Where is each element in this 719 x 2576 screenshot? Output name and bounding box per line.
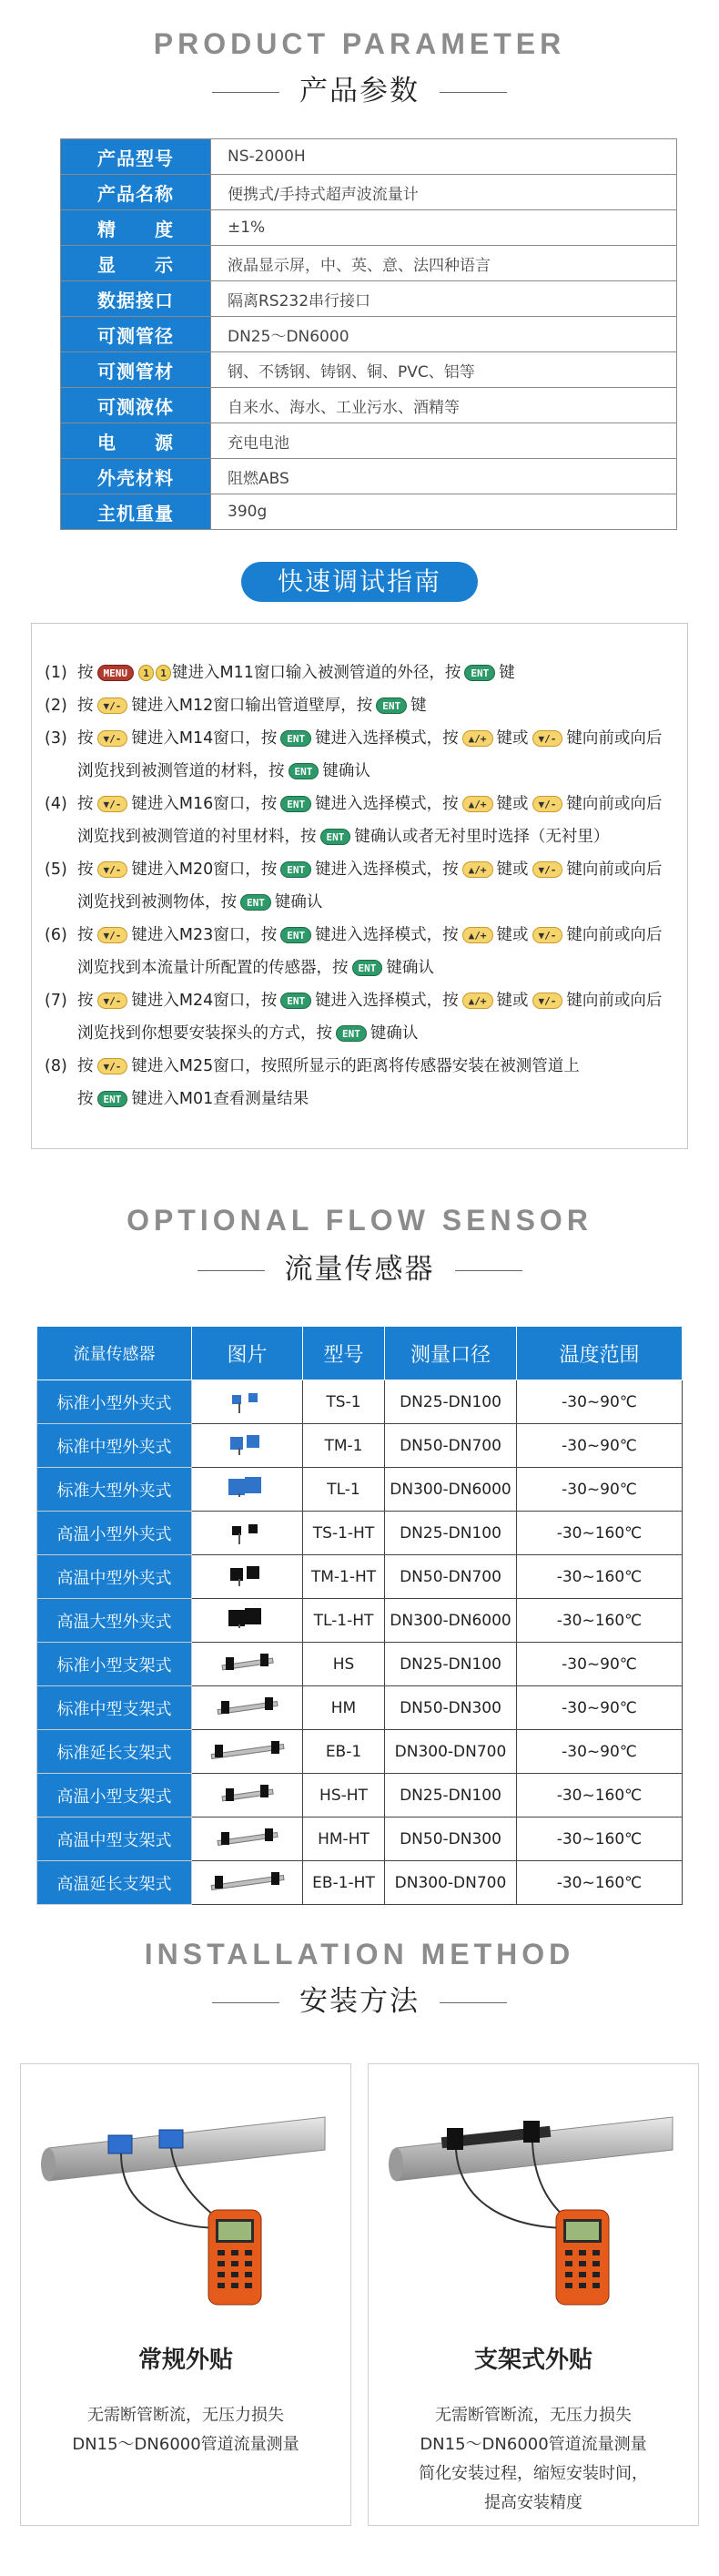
desc-line: 无需断管断流，无压力损失 bbox=[435, 2406, 632, 2425]
sensor-diameter: DN50-DN700 bbox=[385, 1424, 517, 1468]
guide-text: 键或 bbox=[496, 795, 529, 813]
sensor-diameter: DN300-DN700 bbox=[385, 1730, 517, 1774]
down-key-icon: ▼/- bbox=[532, 927, 563, 943]
install-card-desc bbox=[21, 2401, 350, 2459]
medium-clamp-sensor-icon bbox=[202, 1425, 293, 1461]
sensor-model: EB-1 bbox=[303, 1730, 385, 1774]
guide-text: 按 bbox=[77, 729, 94, 748]
ent-key-icon: ENT bbox=[320, 829, 351, 845]
param-row bbox=[61, 175, 677, 210]
sensor-diameter: DN300-DN6000 bbox=[385, 1599, 517, 1643]
down-key-icon: ▼/- bbox=[97, 1058, 128, 1074]
install-card-desc bbox=[369, 2401, 698, 2518]
sensor-picture bbox=[192, 1643, 303, 1686]
sensor-diameter: DN25-DN100 bbox=[385, 1774, 517, 1817]
title-divider-right bbox=[440, 92, 507, 93]
sensor-name: 标准中型支架式 bbox=[37, 1686, 192, 1730]
param-title-en: PRODUCT PARAMETER bbox=[153, 27, 566, 60]
guide-text: 键进入选择模式，按 bbox=[315, 926, 459, 944]
guide-text: 键 bbox=[499, 664, 515, 682]
param-table bbox=[60, 138, 677, 530]
sensor-diameter: DN25-DN100 bbox=[385, 1380, 517, 1424]
guide-text: 键向前或向后浏览找到被测管道的材料，按 bbox=[77, 729, 663, 780]
sensor-picture bbox=[192, 1380, 303, 1424]
sensor-model: HM bbox=[303, 1686, 385, 1730]
guide-text: 键进入M14窗口，按 bbox=[131, 729, 278, 748]
up-key-icon: ▲/+ bbox=[462, 730, 493, 747]
step-number: (4) bbox=[45, 795, 67, 813]
up-key-icon: ▲/+ bbox=[462, 861, 493, 878]
install-card-title: 常规外贴 bbox=[137, 2347, 233, 2374]
down-key-icon: ▼/- bbox=[97, 796, 128, 812]
sensor-diameter: DN300-DN700 bbox=[385, 1861, 517, 1905]
sensor-diameter: DN50-DN700 bbox=[385, 1555, 517, 1599]
sensor-model: TL-1-HT bbox=[303, 1599, 385, 1643]
guide-step bbox=[45, 657, 669, 689]
step-number: (7) bbox=[45, 992, 67, 1010]
ht-small-clamp-sensor-icon bbox=[202, 1512, 293, 1549]
extended-bracket-sensor-icon bbox=[202, 1731, 293, 1767]
title-divider-left bbox=[212, 92, 279, 93]
step-text bbox=[77, 657, 669, 689]
param-row bbox=[61, 459, 677, 494]
guide-step bbox=[45, 919, 669, 984]
small-bracket-sensor-icon bbox=[202, 1644, 293, 1680]
sensor-table bbox=[36, 1326, 683, 1905]
sensor-picture bbox=[192, 1774, 303, 1817]
guide-text: 键或 bbox=[496, 926, 529, 944]
guide-text: 键确认 bbox=[386, 959, 434, 977]
param-key: 可测管径 bbox=[61, 317, 211, 352]
title-divider-right bbox=[455, 1270, 522, 1271]
guide-text: 按 bbox=[77, 1057, 94, 1075]
sensor-temperature: -30~160℃ bbox=[517, 1512, 683, 1555]
sensor-name: 高温大型外夹式 bbox=[37, 1599, 192, 1643]
desc-line: 简化安装过程，缩短安装时间， bbox=[419, 2464, 648, 2483]
sensor-name: 高温中型支架式 bbox=[37, 1817, 192, 1861]
ht-small-bracket-sensor-icon bbox=[202, 1775, 293, 1811]
guide-text: 键进入M12窗口输出管道壁厚，按 bbox=[131, 697, 373, 715]
param-value: 便携式/手持式超声波流量计 bbox=[211, 175, 677, 210]
sensor-table-header bbox=[37, 1327, 683, 1380]
sensor-model: HM-HT bbox=[303, 1817, 385, 1861]
ent-key-icon: ENT bbox=[464, 665, 495, 681]
param-key: 电 源 bbox=[61, 423, 211, 459]
sensor-name: 高温延长支架式 bbox=[37, 1861, 192, 1905]
step-number: (5) bbox=[45, 860, 67, 879]
sensor-diameter: DN300-DN6000 bbox=[385, 1468, 517, 1512]
sensor-temperature: -30~90℃ bbox=[517, 1686, 683, 1730]
title-divider-right bbox=[440, 2002, 507, 2003]
small-clamp-sensor-icon bbox=[202, 1381, 293, 1418]
param-row bbox=[61, 281, 677, 317]
ent-key-icon: ENT bbox=[352, 960, 383, 976]
install-card-title: 支架式外贴 bbox=[473, 2347, 592, 2374]
guide-step bbox=[45, 984, 669, 1050]
param-row bbox=[61, 352, 677, 388]
sensor-picture bbox=[192, 1817, 303, 1861]
param-key: 产品型号 bbox=[61, 139, 211, 175]
guide-step bbox=[45, 853, 669, 919]
sensor-temperature: -30~160℃ bbox=[517, 1599, 683, 1643]
sensor-row bbox=[37, 1686, 683, 1730]
install-title-cn-text: 安装方法 bbox=[299, 1985, 420, 2018]
install-title-en: INSTALLATION METHOD bbox=[144, 1938, 575, 1970]
sensor-model: TM-1-HT bbox=[303, 1555, 385, 1599]
param-key: 产品名称 bbox=[61, 175, 211, 210]
sensor-model: EB-1-HT bbox=[303, 1861, 385, 1905]
guide-text: 键确认 bbox=[322, 762, 370, 780]
guide-step bbox=[45, 1050, 669, 1115]
sensor-row bbox=[37, 1643, 683, 1686]
guide-text: 键进入M11窗口输入被测管道的外径，按 bbox=[172, 664, 461, 682]
param-value: 390g bbox=[211, 494, 677, 530]
sensor-title-cn-text: 流量传感器 bbox=[284, 1253, 435, 1286]
sensor-model: TS-1 bbox=[303, 1380, 385, 1424]
guide-text: 按 bbox=[77, 697, 94, 715]
sensor-picture bbox=[192, 1468, 303, 1512]
guide-text: 键或 bbox=[496, 992, 529, 1010]
guide-text: 键向前或向后浏览找到被测物体，按 bbox=[77, 860, 663, 911]
step-text bbox=[77, 1050, 669, 1115]
install-card-bracket bbox=[368, 2063, 699, 2526]
guide-step bbox=[45, 689, 669, 722]
desc-line: 提高安装精度 bbox=[484, 2493, 582, 2512]
step-number: (1) bbox=[45, 664, 67, 682]
guide-text: 按 bbox=[77, 860, 94, 879]
sensor-diameter: DN25-DN100 bbox=[385, 1643, 517, 1686]
ent-key-icon: ENT bbox=[280, 796, 311, 812]
step-number: (8) bbox=[45, 1057, 67, 1075]
medium-bracket-sensor-icon bbox=[202, 1687, 293, 1724]
sensor-temperature: -30~160℃ bbox=[517, 1817, 683, 1861]
param-title-cn-text: 产品参数 bbox=[299, 75, 420, 107]
sensor-model: HS-HT bbox=[303, 1774, 385, 1817]
param-row bbox=[61, 139, 677, 175]
param-value: DN25～DN6000 bbox=[211, 317, 677, 352]
guide-text: 键进入选择模式，按 bbox=[315, 860, 459, 879]
param-value: 自来水、海水、工业污水、酒精等 bbox=[211, 388, 677, 423]
down-key-icon: ▼/- bbox=[532, 730, 563, 747]
guide-text: 键确认 bbox=[370, 1024, 419, 1043]
guide-text: 键 bbox=[410, 697, 427, 715]
step-text bbox=[77, 689, 669, 722]
param-value: 充电电池 bbox=[211, 423, 677, 459]
desc-line: DN15～DN6000管道流量测量 bbox=[420, 2435, 647, 2454]
sensor-row bbox=[37, 1774, 683, 1817]
sensor-diameter: DN50-DN300 bbox=[385, 1686, 517, 1730]
sensor-name: 标准延长支架式 bbox=[37, 1730, 192, 1774]
param-key: 精 度 bbox=[61, 210, 211, 246]
ent-key-icon: ENT bbox=[280, 927, 311, 943]
sensor-temperature: -30~160℃ bbox=[517, 1555, 683, 1599]
up-key-icon: ▲/+ bbox=[462, 796, 493, 812]
sensor-name: 高温小型支架式 bbox=[37, 1774, 192, 1817]
param-key: 外壳材料 bbox=[61, 459, 211, 494]
param-row bbox=[61, 494, 677, 530]
guide-text: 按 bbox=[77, 664, 94, 682]
down-key-icon: ▼/- bbox=[97, 927, 128, 943]
sensor-title-en: OPTIONAL FLOW SENSOR bbox=[127, 1204, 592, 1237]
down-key-icon: ▼/- bbox=[532, 796, 563, 812]
ent-key-icon: ENT bbox=[289, 763, 319, 779]
sensor-name: 标准小型外夹式 bbox=[37, 1380, 192, 1424]
sensor-name: 高温中型外夹式 bbox=[37, 1555, 192, 1599]
sensor-diameter: DN25-DN100 bbox=[385, 1512, 517, 1555]
guide-text: 键向前或向后浏览找到本流量计所配置的传感器，按 bbox=[77, 926, 663, 977]
step-text bbox=[77, 984, 669, 1050]
down-key-icon: ▼/- bbox=[97, 730, 128, 747]
sensor-name: 标准小型支架式 bbox=[37, 1643, 192, 1686]
clamp-install-illustration bbox=[21, 2064, 352, 2328]
sensor-temperature: -30~90℃ bbox=[517, 1468, 683, 1512]
desc-line: 无需断管断流，无压力损失 bbox=[87, 2406, 284, 2425]
param-row bbox=[61, 210, 677, 246]
ent-key-icon: ENT bbox=[280, 861, 311, 878]
param-key: 显 示 bbox=[61, 246, 211, 281]
param-title-cn bbox=[0, 67, 719, 108]
sensor-model: HS bbox=[303, 1643, 385, 1686]
down-key-icon: ▼/- bbox=[97, 993, 128, 1009]
sensor-row bbox=[37, 1380, 683, 1424]
header-model: 型号 bbox=[303, 1327, 385, 1380]
param-row bbox=[61, 317, 677, 352]
step-number: (2) bbox=[45, 697, 67, 715]
param-value: 隔离RS232串行接口 bbox=[211, 281, 677, 317]
guide-title: 快速调试指南 bbox=[241, 562, 478, 602]
guide-text: 键进入M01查看测量结果 bbox=[131, 1090, 309, 1108]
sensor-row bbox=[37, 1599, 683, 1643]
menu-key-icon: MENU bbox=[97, 665, 135, 681]
param-key: 可测液体 bbox=[61, 388, 211, 423]
ht-medium-bracket-sensor-icon bbox=[202, 1818, 293, 1855]
guide-text: 键进入M25窗口，按照所显示的距离将传感器安装在被测管道上 bbox=[131, 1057, 580, 1075]
sensor-row bbox=[37, 1861, 683, 1905]
install-title-cn bbox=[0, 1978, 719, 2019]
param-key: 可测管材 bbox=[61, 352, 211, 388]
up-key-icon: ▲/+ bbox=[462, 927, 493, 943]
sensor-diameter: DN50-DN300 bbox=[385, 1817, 517, 1861]
guide-text: 按 bbox=[77, 795, 94, 813]
sensor-temperature: -30~90℃ bbox=[517, 1730, 683, 1774]
sensor-title-cn bbox=[0, 1246, 719, 1287]
sensor-temperature: -30~90℃ bbox=[517, 1424, 683, 1468]
guide-text: 键进入M24窗口，按 bbox=[131, 992, 278, 1010]
sensor-picture bbox=[192, 1512, 303, 1555]
sensor-row bbox=[37, 1468, 683, 1512]
guide-text: 键向前或向后浏览找到你想要安装探头的方式，按 bbox=[77, 992, 663, 1043]
one-key-icon: 1 bbox=[138, 665, 154, 681]
guide-step bbox=[45, 722, 669, 788]
header-temperature: 温度范围 bbox=[517, 1327, 683, 1380]
step-text bbox=[77, 853, 669, 919]
install-card-clamp bbox=[20, 2063, 351, 2526]
guide-text: 键或 bbox=[496, 860, 529, 879]
param-value: NS-2000H bbox=[211, 139, 677, 175]
sensor-picture bbox=[192, 1686, 303, 1730]
ht-medium-clamp-sensor-icon bbox=[202, 1556, 293, 1593]
param-value: 液晶显示屏，中、英、意、法四种语言 bbox=[211, 246, 677, 281]
ent-key-icon: ENT bbox=[280, 730, 311, 747]
ent-key-icon: ENT bbox=[97, 1091, 128, 1107]
guide-text: 键或 bbox=[496, 729, 529, 748]
param-key: 主机重量 bbox=[61, 494, 211, 530]
param-value: 阻燃ABS bbox=[211, 459, 677, 494]
step-text bbox=[77, 919, 669, 984]
guide-text: 键确认或者无衬里时选择（无衬里） bbox=[354, 828, 610, 846]
sensor-temperature: -30~90℃ bbox=[517, 1643, 683, 1686]
sensor-model: TM-1 bbox=[303, 1424, 385, 1468]
guide-text: 键进入M20窗口，按 bbox=[131, 860, 278, 879]
step-number: (3) bbox=[45, 729, 67, 748]
sensor-picture bbox=[192, 1599, 303, 1643]
title-divider-left bbox=[197, 1270, 265, 1271]
guide-text: 按 bbox=[77, 992, 94, 1010]
down-key-icon: ▼/- bbox=[97, 861, 128, 878]
param-row bbox=[61, 423, 677, 459]
desc-line: DN15～DN6000管道流量测量 bbox=[72, 2435, 299, 2454]
sensor-temperature: -30~160℃ bbox=[517, 1774, 683, 1817]
down-key-icon: ▼/- bbox=[97, 697, 128, 714]
sensor-row bbox=[37, 1817, 683, 1861]
title-divider-left bbox=[212, 2002, 279, 2003]
guide-box bbox=[31, 623, 688, 1149]
sensor-picture bbox=[192, 1861, 303, 1905]
sensor-picture bbox=[192, 1555, 303, 1599]
ent-key-icon: ENT bbox=[336, 1025, 367, 1042]
ht-large-clamp-sensor-icon bbox=[202, 1600, 293, 1636]
sensor-temperature: -30~90℃ bbox=[517, 1380, 683, 1424]
param-value: ±1% bbox=[211, 210, 677, 246]
sensor-row bbox=[37, 1424, 683, 1468]
step-number: (6) bbox=[45, 926, 67, 944]
step-text bbox=[77, 722, 669, 788]
guide-text: 键进入选择模式，按 bbox=[315, 729, 459, 748]
param-key: 数据接口 bbox=[61, 281, 211, 317]
down-key-icon: ▼/- bbox=[532, 861, 563, 878]
guide-text: 按 bbox=[77, 1090, 94, 1108]
sensor-name: 高温小型外夹式 bbox=[37, 1512, 192, 1555]
step-text bbox=[77, 788, 669, 853]
guide-step bbox=[45, 788, 669, 853]
sensor-temperature: -30~160℃ bbox=[517, 1861, 683, 1905]
sensor-picture bbox=[192, 1730, 303, 1774]
sensor-row bbox=[37, 1555, 683, 1599]
sensor-name: 标准大型外夹式 bbox=[37, 1468, 192, 1512]
zero-key-icon: 1 bbox=[156, 665, 171, 681]
guide-text: 按 bbox=[77, 926, 94, 944]
param-row bbox=[61, 388, 677, 423]
sensor-name: 标准中型外夹式 bbox=[37, 1424, 192, 1468]
guide-text: 键向前或向后浏览找到被测管道的衬里材料，按 bbox=[77, 795, 663, 846]
guide-text: 键进入选择模式，按 bbox=[315, 795, 459, 813]
sensor-model: TL-1 bbox=[303, 1468, 385, 1512]
sensor-row bbox=[37, 1512, 683, 1555]
ht-extended-bracket-sensor-icon bbox=[202, 1862, 293, 1899]
header-sensor: 流量传感器 bbox=[37, 1327, 192, 1380]
bracket-install-illustration bbox=[369, 2064, 700, 2328]
guide-text: 键确认 bbox=[274, 893, 323, 911]
ent-key-icon: ENT bbox=[240, 894, 271, 911]
param-value: 钢、不锈钢、铸钢、铜、PVC、铝等 bbox=[211, 352, 677, 388]
down-key-icon: ▼/- bbox=[532, 993, 563, 1009]
header-diameter: 测量口径 bbox=[385, 1327, 517, 1380]
ent-key-icon: ENT bbox=[376, 697, 407, 714]
up-key-icon: ▲/+ bbox=[462, 993, 493, 1009]
sensor-row bbox=[37, 1730, 683, 1774]
ent-key-icon: ENT bbox=[280, 993, 311, 1009]
guide-text: 键进入选择模式，按 bbox=[315, 992, 459, 1010]
large-clamp-sensor-icon bbox=[202, 1469, 293, 1505]
guide-text: 键进入M23窗口，按 bbox=[131, 926, 278, 944]
sensor-model: TS-1-HT bbox=[303, 1512, 385, 1555]
guide-text: 键进入M16窗口，按 bbox=[131, 795, 278, 813]
param-row bbox=[61, 246, 677, 281]
header-picture: 图片 bbox=[192, 1327, 303, 1380]
sensor-picture bbox=[192, 1424, 303, 1468]
